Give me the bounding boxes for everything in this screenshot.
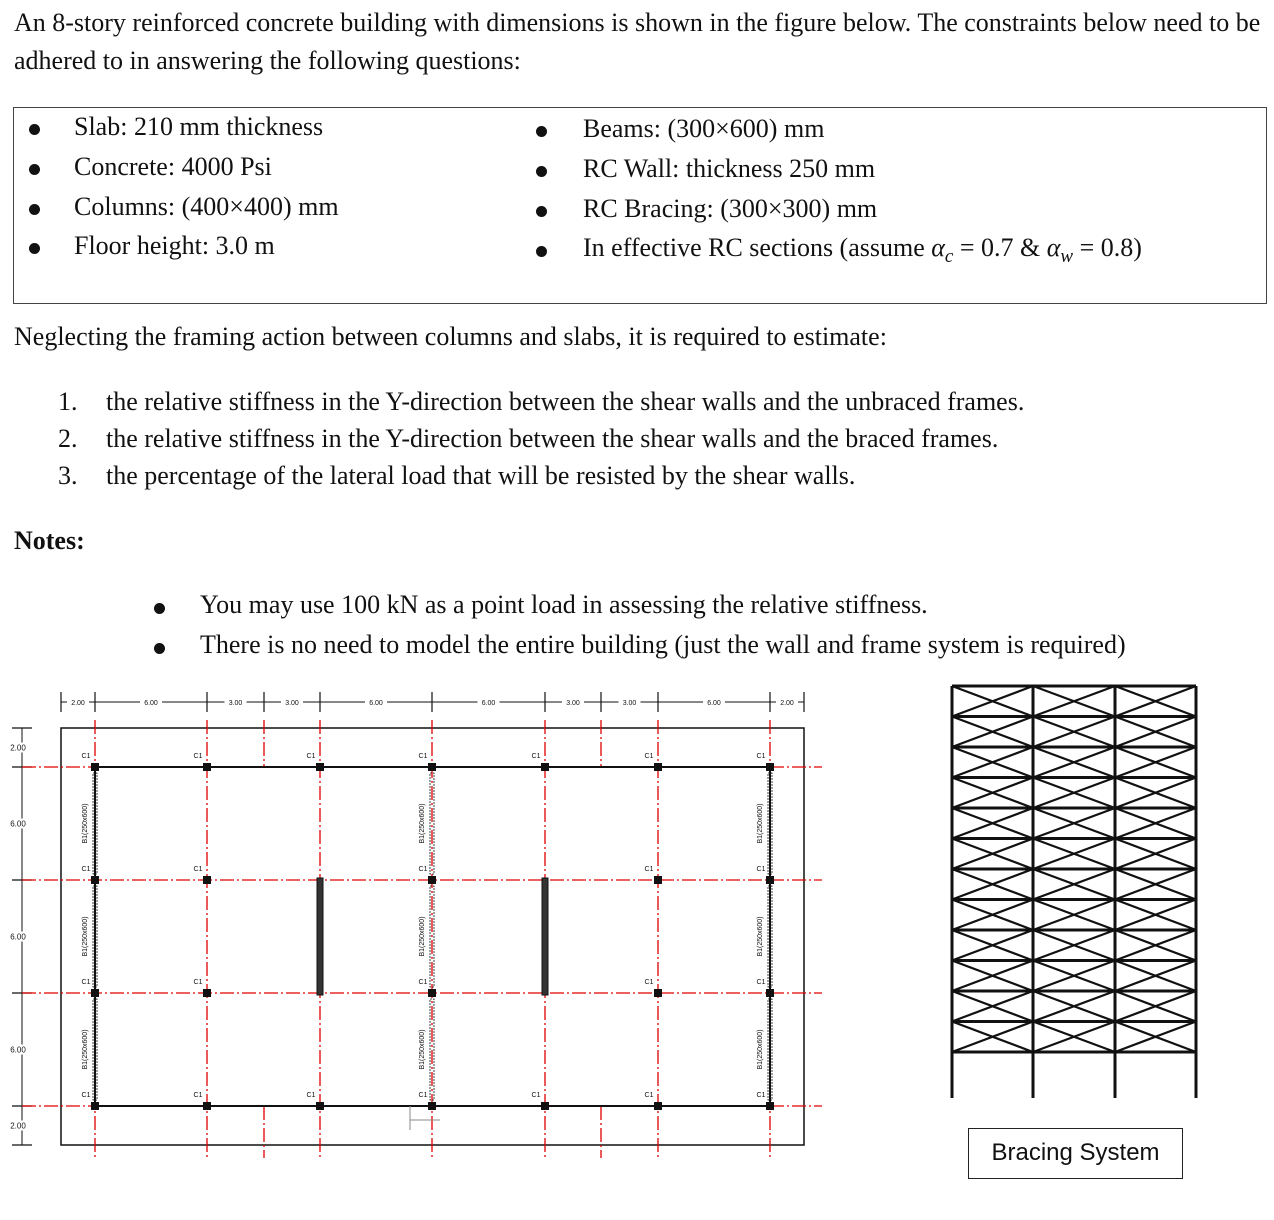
- beam-label: B1(250x600): [82, 1029, 89, 1070]
- dimension-label: 3.00: [228, 700, 243, 707]
- beam-label: B1(250x600): [419, 916, 426, 957]
- beam-label: B1(250x600): [419, 803, 426, 844]
- column-label: C1: [81, 753, 91, 760]
- note-item: You may use 100 kN as a point load in assessing the relative stiffness.: [200, 590, 928, 619]
- column: [766, 763, 774, 771]
- column: [203, 1102, 211, 1110]
- bracing-system-label: Bracing System: [968, 1128, 1183, 1179]
- column: [654, 989, 662, 997]
- question-text: the relative stiffness in the Y-direction between the shear walls and the unbraced frames.: [106, 387, 1025, 416]
- lead-sentence: Neglecting the framing action between columns and slabs, it is required to estimate:: [14, 322, 887, 351]
- column-label: C1: [193, 979, 203, 986]
- column-label: C1: [193, 866, 203, 873]
- column: [91, 989, 99, 997]
- column-label: C1: [644, 1092, 654, 1099]
- beam-label: B1(250x600): [82, 916, 89, 957]
- bullet: [536, 246, 547, 257]
- dimension-label: 2.00: [780, 700, 794, 707]
- column-label: C1: [418, 1092, 428, 1099]
- column-label: C1: [531, 753, 541, 760]
- constraint-concrete: Concrete: 4000 Psi: [74, 152, 272, 181]
- column: [654, 1102, 662, 1110]
- column: [203, 876, 211, 884]
- question-text: the percentage of the lateral load that will be resisted by the shear walls.: [106, 461, 856, 490]
- column: [203, 763, 211, 771]
- column: [541, 763, 549, 771]
- constraint-floor-height: Floor height: 3.0 m: [74, 231, 275, 260]
- column-label: C1: [756, 753, 766, 760]
- beam-label: B1(250x600): [82, 803, 89, 844]
- constraint-slab: Slab: 210 mm thickness: [74, 112, 324, 141]
- column-label: C1: [81, 1092, 91, 1099]
- floor-plan-drawing: [0, 680, 840, 1170]
- shear-wall: [317, 878, 323, 995]
- column: [316, 763, 324, 771]
- column-label: C1: [756, 979, 766, 986]
- note-item: There is no need to model the entire building (just the wall and frame system is required): [200, 630, 1126, 659]
- column: [766, 989, 774, 997]
- column: [766, 1102, 774, 1110]
- notes-heading: Notes:: [14, 526, 85, 555]
- beam-label: B1(250x600): [757, 1029, 764, 1070]
- constraint-rc-wall: RC Wall: thickness 250 mm: [583, 154, 876, 183]
- bullet: [154, 603, 165, 614]
- dimension-label: 3.00: [285, 700, 299, 707]
- question-number: 3.: [58, 461, 78, 490]
- dimension-label: 2.00: [10, 743, 26, 753]
- bullet: [536, 166, 547, 177]
- dimension-label: 6.00: [10, 1045, 26, 1055]
- column-label: C1: [644, 866, 654, 873]
- bullet: [29, 124, 40, 135]
- constraint-rc-bracing: RC Bracing: (300×300) mm: [583, 194, 878, 223]
- dimension-label: 6.00: [369, 700, 383, 707]
- column-label: C1: [756, 1092, 766, 1099]
- dimension-label: 6.00: [10, 819, 26, 829]
- column-label: C1: [418, 866, 428, 873]
- beam-label: B1(250x600): [757, 803, 764, 844]
- column-label: C1: [193, 1092, 203, 1099]
- column: [316, 1102, 324, 1110]
- column-label: C1: [531, 1092, 541, 1099]
- dimension-label: 2.00: [71, 700, 85, 707]
- column-label: C1: [306, 1092, 316, 1099]
- intro-paragraph: An 8-story reinforced concrete building with dimensions is shown in the figure below. The constraints below need to be adhered to in answering the following questions:: [14, 8, 1261, 75]
- bullet: [29, 243, 40, 254]
- column-label: C1: [644, 753, 654, 760]
- bracing-system-elevation: [930, 680, 1210, 1110]
- constraint-effective-sections: In effective RC sections (assume $\alpha_c = 0.7$ & $\alpha_w = 0.8$): [583, 233, 1142, 268]
- beam-label: B1(250x600): [419, 1029, 426, 1070]
- bullet: [536, 126, 547, 137]
- dimension-label: 6.00: [10, 932, 26, 942]
- column: [654, 763, 662, 771]
- constraint-beams: Beams: (300×600) mm: [583, 114, 825, 143]
- beam-label: B1(250x600): [757, 916, 764, 957]
- column-label: C1: [81, 979, 91, 986]
- column: [91, 876, 99, 884]
- question-text: the relative stiffness in the Y-direction between the shear walls and the braced frames.: [106, 424, 999, 453]
- column-label: C1: [756, 866, 766, 873]
- dimension-label: 6.00: [707, 700, 721, 707]
- column: [203, 989, 211, 997]
- column-label: C1: [418, 979, 428, 986]
- shear-wall: [542, 878, 548, 995]
- column: [428, 989, 436, 997]
- column: [428, 1102, 436, 1110]
- dimension-label: 3.00: [622, 700, 637, 707]
- bullet: [29, 204, 40, 215]
- column: [428, 876, 436, 884]
- column-label: C1: [81, 866, 91, 873]
- bullet: [536, 206, 547, 217]
- column: [654, 876, 662, 884]
- column-label: C1: [306, 753, 316, 760]
- dimension-label: 6.00: [144, 700, 158, 707]
- bullet: [154, 643, 165, 654]
- column: [428, 763, 436, 771]
- dimension-label: 2.00: [10, 1121, 26, 1131]
- dimension-label: 6.00: [481, 700, 496, 707]
- dimension-label: 3.00: [566, 700, 580, 707]
- column-label: C1: [193, 753, 203, 760]
- column-label: C1: [418, 753, 428, 760]
- column: [541, 1102, 549, 1110]
- column: [766, 876, 774, 884]
- column-label: C1: [644, 979, 654, 986]
- column: [91, 763, 99, 771]
- question-number: 1.: [58, 387, 78, 416]
- bullet: [29, 164, 40, 175]
- constraint-columns: Columns: (400×400) mm: [74, 192, 339, 221]
- column: [91, 1102, 99, 1110]
- question-number: 2.: [58, 424, 78, 453]
